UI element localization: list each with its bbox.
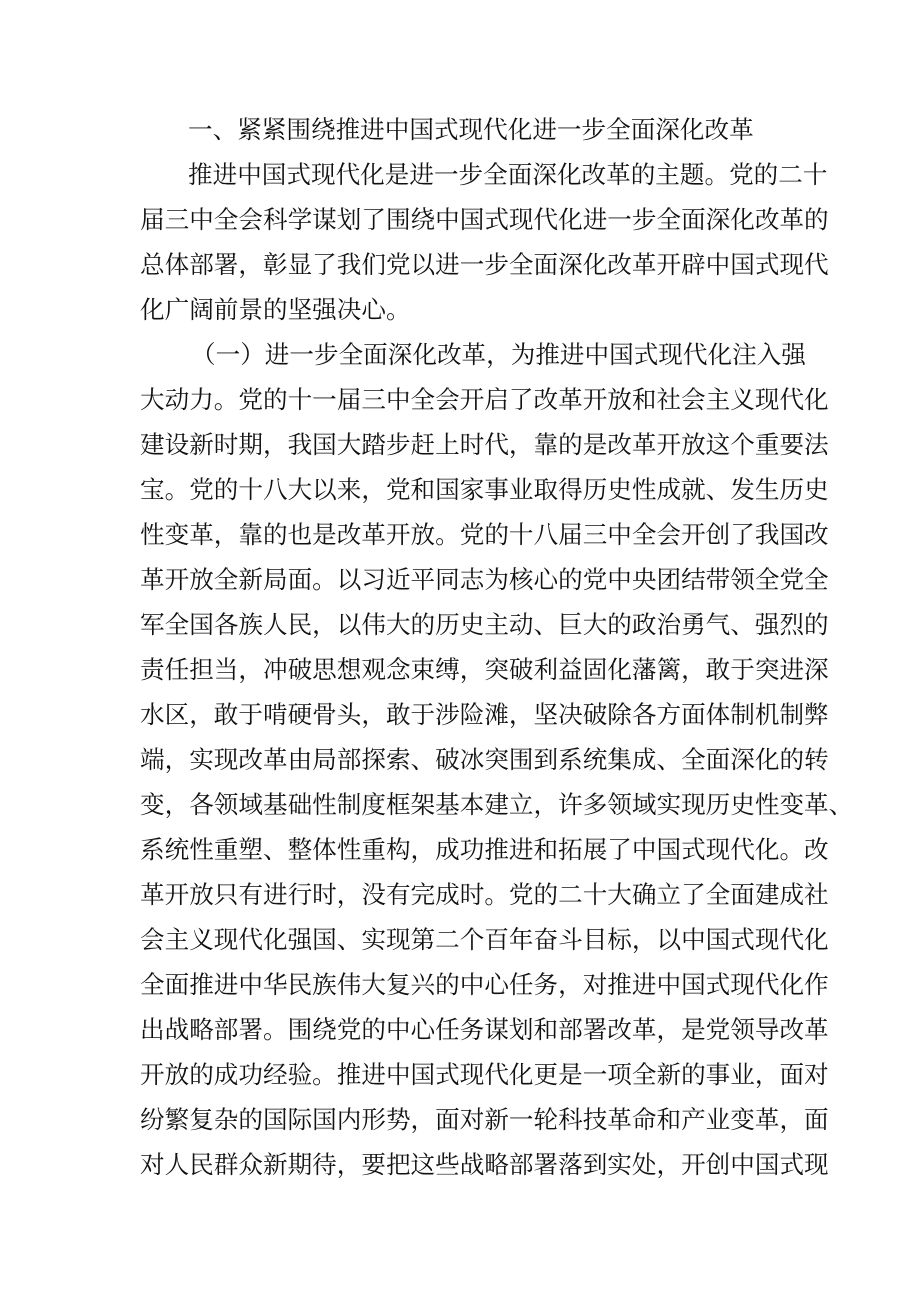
paragraph-line: 水区，敢于啃硬骨头，敢于涉险滩，坚决破除各方面体制机制弊 [140,700,829,729]
section-heading: 一、紧紧围绕推进中国式现代化进一步全面深化改革 [188,115,754,144]
paragraph-line: 届三中全会科学谋划了围绕中国式现代化进一步全面深化改革的 [140,205,829,234]
paragraph-line: 总体部署，彰显了我们党以进一步全面深化改革开辟中国式现代 [140,250,829,279]
paragraph-line: 军全国各族人民，以伟大的历史主动、巨大的政治勇气、强烈的 [140,610,829,639]
paragraph-line: 性变革，靠的也是改革开放。党的十八届三中全会开创了我国改 [140,520,829,549]
paragraph-line: 纷繁复杂的国际国内形势，面对新一轮科技革命和产业变革，面 [140,1105,829,1134]
paragraph-line: 全面推进中华民族伟大复兴的中心任务，对推进中国式现代化作 [140,970,829,999]
paragraph-line: 推进中国式现代化是进一步全面深化改革的主题。党的二十 [188,160,828,189]
paragraph-line: 化广阔前景的坚强决心。 [140,295,411,324]
paragraph-line: 变，各领域基础性制度框架基本建立，许多领域实现历史性变革、 [140,790,854,819]
paragraph-line: 建设新时期，我国大踏步赶上时代，靠的是改革开放这个重要法 [140,430,829,459]
paragraph-line: 端，实现改革由局部探索、破冰突围到系统集成、全面深化的转 [140,745,829,774]
paragraph-line: 革开放只有进行时，没有完成时。党的二十大确立了全面建成社 [140,880,829,909]
paragraph-line: 系统性重塑、整体性重构，成功推进和拓展了中国式现代化。改 [140,835,829,864]
paragraph-line: 革开放全新局面。以习近平同志为核心的党中央团结带领全党全 [140,565,829,594]
paragraph-line: 对人民群众新期待，要把这些战略部署落到实处，开创中国式现 [140,1150,829,1179]
paragraph-line: 责任担当，冲破思想观念束缚，突破利益固化藩篱，敢于突进深 [140,655,829,684]
paragraph-line: 会主义现代化强国、实现第二个百年奋斗目标，以中国式现代化 [140,925,829,954]
subsection-heading-line: （一）进一步全面深化改革，为推进中国式现代化注入强 [191,340,806,369]
paragraph-line: 开放的成功经验。推进中国式现代化更是一项全新的事业，面对 [140,1060,829,1089]
paragraph-line: 大动力。党的十一届三中全会开启了改革开放和社会主义现代化 [140,385,829,414]
paragraph-line: 出战略部署。围绕党的中心任务谋划和部署改革，是党领导改革 [140,1015,829,1044]
paragraph-line: 宝。党的十八大以来，党和国家事业取得历史性成就、发生历史 [140,475,829,504]
